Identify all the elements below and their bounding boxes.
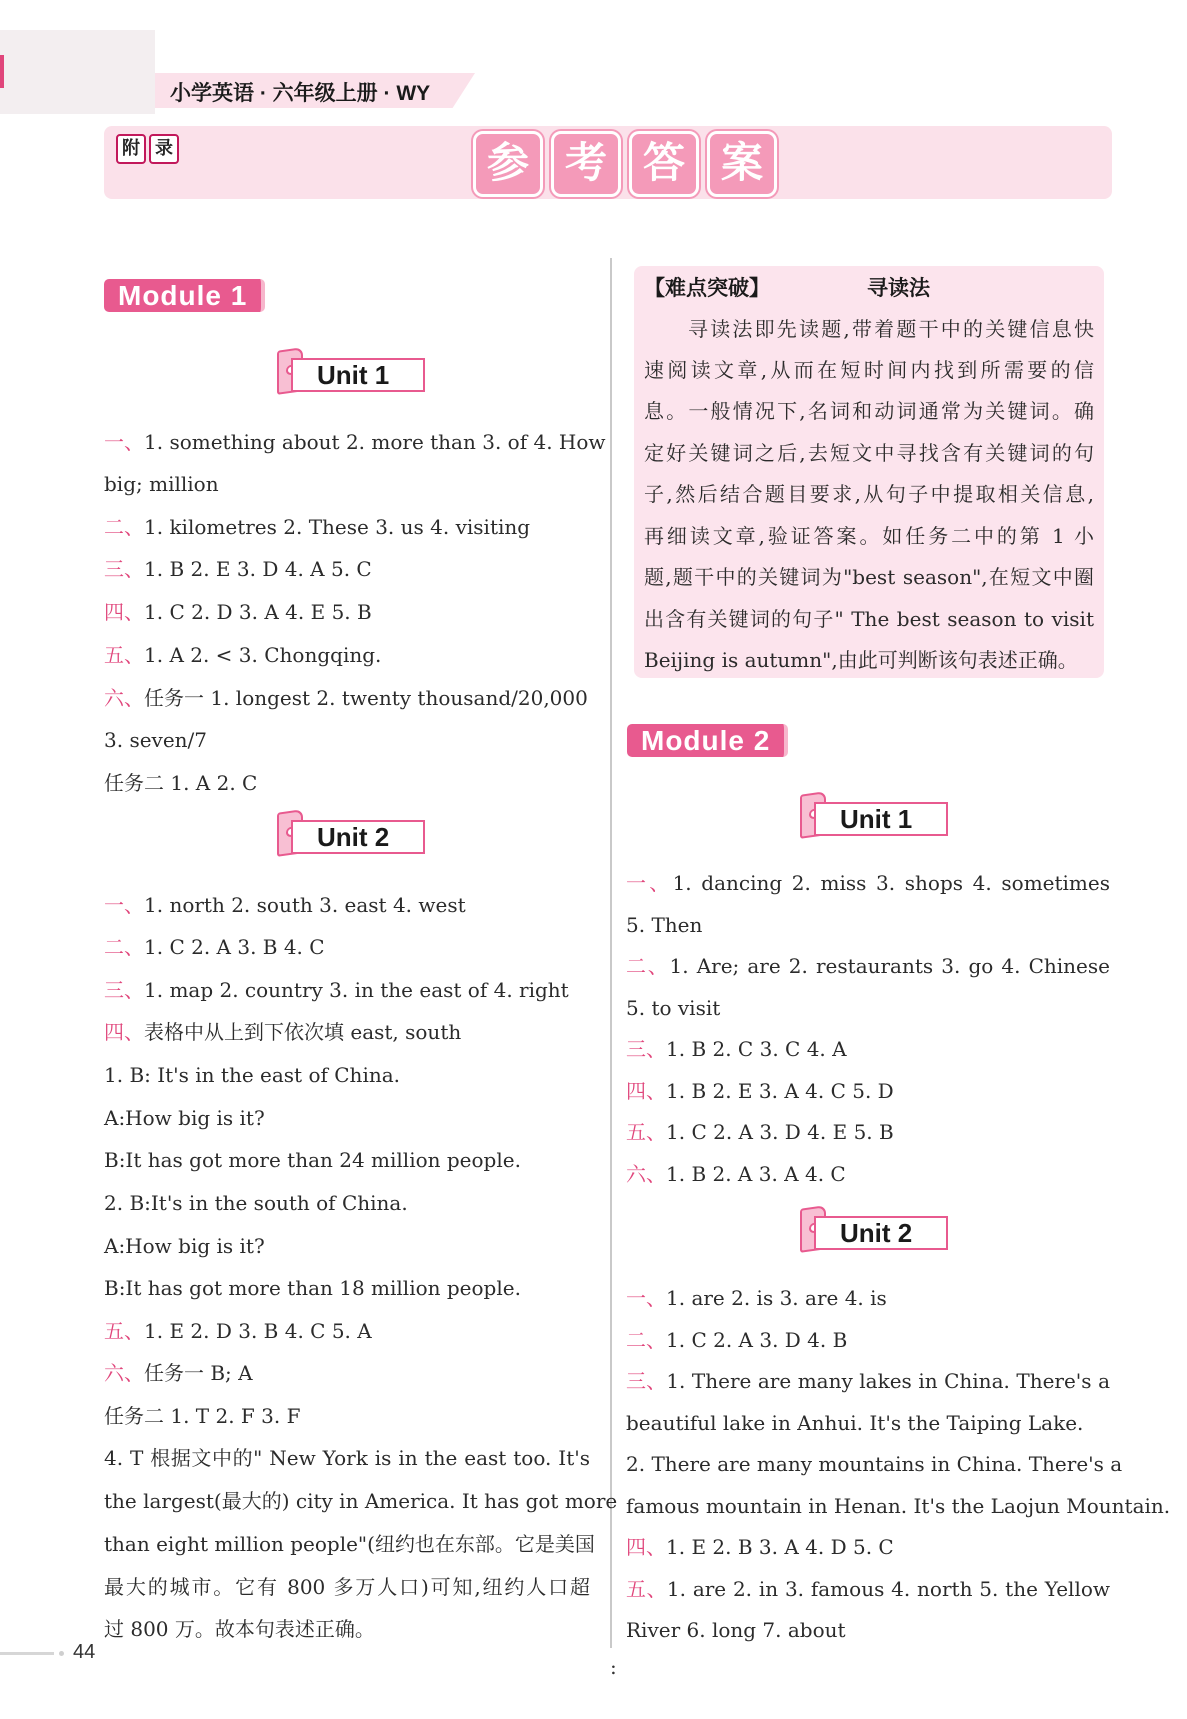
answer-line: 四、1. E 2. B 3. A 4. D 5. C [626,1535,894,1559]
corner-accent [0,55,4,88]
answer-line: River 6. long 7. about [626,1618,846,1642]
footer-mark: : [610,1655,617,1679]
answer-line: 2. There are many mountains in China. There's a [626,1452,1123,1476]
answer-line: 1. B: It's in the east of China. [104,1063,400,1087]
answer-line: 过 800 万。故本句表述正确。 [104,1617,375,1641]
answer-line: 一、1. north 2. south 3. east 4. west [104,893,466,917]
answer-line: 4. T 根据文中的" New York is in the east too. It's [104,1446,590,1470]
tip-line: 子,然后结合题目要求,从句子中提取相关信息, [644,482,1094,506]
answer-line: 五、1. E 2. D 3. B 4. C 5. A [104,1319,372,1343]
tip-topic: 寻读法 [867,277,930,300]
module-1-label: Module 1 [104,279,265,312]
answer-line: 五、1. are 2. in 3. famous 4. north 5. the Yellow [626,1577,1110,1601]
answer-line: 五、1. A 2. < 3. Chongqing. [104,643,382,667]
answer-line: 任务二 1. T 2. F 3. F [104,1404,301,1428]
answer-line: beautiful lake in Anhui. It's the Taiping Lake. [626,1411,1084,1435]
corner-block [0,30,155,114]
answer-line: A:How big is it? [104,1106,265,1130]
tip-line: 寻读法即先读题,带着题干中的关键信息快 [688,317,1094,341]
answer-line: 三、1. There are many lakes in China. There's a [626,1369,1111,1393]
answer-line: 5. to visit [626,996,721,1020]
title-char: 参 [473,131,543,197]
tip-line: 息。一般情况下,名词和动词通常为关键词。确 [644,399,1094,423]
answer-line: 2. B:It's in the south of China. [104,1191,408,1215]
answer-line: 二、1. C 2. A 3. B 4. C [104,935,325,959]
answer-line: 最大的城市。它有 800 多万人口)可知,纽约人口超 [104,1575,590,1599]
tip-label: 【难点突破】 [644,277,770,300]
answer-line: 5. Then [626,913,703,937]
tip-line: 定好关键词之后,去短文中寻找含有关键词的句 [644,441,1094,465]
answer-line: 二、1. kilometres 2. These 3. us 4. visiting [104,515,531,539]
page-bar [0,1652,54,1655]
title-char: 考 [551,131,621,197]
page-title [473,131,777,197]
answer-line: B:It has got more than 18 million people. [104,1276,521,1300]
answer-line: big; million [104,472,219,496]
answer-line: 四、1. C 2. D 3. A 4. E 5. B [104,600,372,624]
answer-line: 六、任务一 B; A [104,1361,253,1385]
answer-line: 一、1. are 2. is 3. are 4. is [626,1286,887,1310]
tip-line: Beijing is autumn",由此可判断该句表述正确。 [644,648,1078,672]
tip-line: 题,题干中的关键词为"best season",在短文中圈 [644,565,1094,589]
answer-line: 四、1. B 2. E 3. A 4. C 5. D [626,1079,894,1103]
appendix-char: 录 [149,134,179,164]
column-divider [610,258,612,1648]
appendix-char: 附 [116,134,146,164]
answer-line: 三、1. map 2. country 3. in the east of 4. right [104,978,569,1002]
answer-line: 一、1. dancing 2. miss 3. shops 4. sometimes [626,871,1110,895]
answer-line: 四、表格中从上到下依次填 east, south [104,1020,462,1044]
tip-line: 速阅读文章,从而在短时间内找到所需要的信 [644,358,1094,382]
page-number: 44 [73,1641,96,1663]
answer-line: A:How big is it? [104,1234,265,1258]
unit-1-heading: Unit 1 [277,349,425,397]
answer-line: 三、1. B 2. C 3. C 4. A [626,1037,847,1061]
unit-2-heading: Unit 2 [800,1207,948,1255]
title-char: 答 [629,131,699,197]
answer-line: 六、1. B 2. A 3. A 4. C [626,1162,846,1186]
answer-line: the largest(最大的) city in America. It has got more [104,1489,618,1513]
appendix-label [116,134,179,164]
unit-1-heading: Unit 1 [800,793,948,841]
title-char: 案 [707,131,777,197]
answer-line: B:It has got more than 24 million people. [104,1148,521,1172]
answer-line: 二、1. C 2. A 3. D 4. B [626,1328,848,1352]
answer-line: 一、1. something about 2. more than 3. of 4. How [104,430,606,454]
answer-line: 五、1. C 2. A 3. D 4. E 5. B [626,1120,894,1144]
tip-line: 再细读文章,验证答案。如任务二中的第 1 小 [644,524,1094,548]
answer-line: famous mountain in Henan. It's the Laojun Mountain. [626,1494,1171,1518]
answer-line: 3. seven/7 [104,728,208,752]
answer-line: 二、1. Are; are 2. restaurants 3. go 4. Chinese [626,954,1110,978]
answer-line: 六、任务一 1. longest 2. twenty thousand/20,000 [104,686,588,710]
answer-line: 三、1. B 2. E 3. D 4. A 5. C [104,557,372,581]
module-2-label: Module 2 [627,724,788,757]
page-dot [59,1651,64,1656]
tip-line: 出含有关键词的句子" The best season to visit [644,607,1094,631]
answer-line: than eight million people"(纽约也在东部。它是美国 [104,1532,595,1556]
answer-line: 任务二 1. A 2. C [104,771,258,795]
unit-2-heading: Unit 2 [277,811,425,859]
subject-title: 小学英语 · 六年级上册 · WY [170,82,431,105]
